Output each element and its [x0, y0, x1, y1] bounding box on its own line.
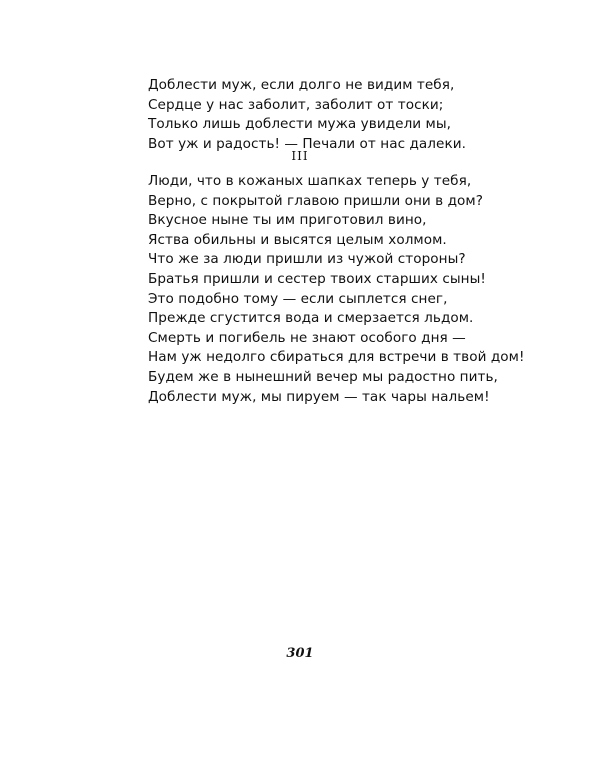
poem-line: Братья пришли и сестер твоих старших сыны! — [148, 270, 486, 287]
poem-line: Доблести муж, если долго не видим тебя, — [148, 77, 455, 93]
section-number: III — [291, 149, 309, 163]
poem-line: Сердце у нас заболит, заболит от тоски; — [148, 96, 444, 113]
poem-line: Прежде сгустится вода и смерзается льдом. — [148, 310, 474, 327]
poem-line: Яства обильны и высятся целым холмом. — [148, 231, 447, 248]
poem-line: Люди, что в кожаных шапках теперь у тебя, — [148, 173, 472, 189]
poem-line: Доблести муж, мы пируем — так чары нальем! — [148, 388, 490, 405]
poem-line: Вот уж и радость! — Печали от нас далеки. — [148, 135, 466, 152]
poem-line: Будем же в нынешний вечер мы радостно пить, — [148, 368, 498, 385]
poem-line: Только лишь доблести мужа увидели мы, — [148, 116, 452, 133]
poem-line: Это подобно тому — если сыплется снег, — [148, 290, 448, 307]
poem-line: Что же за люди пришли из чужой стороны? — [148, 251, 466, 268]
stanza-2 — [148, 172, 525, 407]
poem-line: Нам уж недолго сбираться для встречи в твой дом! — [148, 349, 525, 366]
page-number: 301 — [286, 646, 314, 661]
poem-line: Вкусное ныне ты им приготовил вино, — [148, 212, 427, 229]
poem-line: Смерть и погибель не знают особого дня — — [148, 329, 466, 346]
stanza-1 — [148, 76, 478, 154]
poem-line: Верно, с покрытой главою пришли они в дом? — [148, 192, 483, 209]
